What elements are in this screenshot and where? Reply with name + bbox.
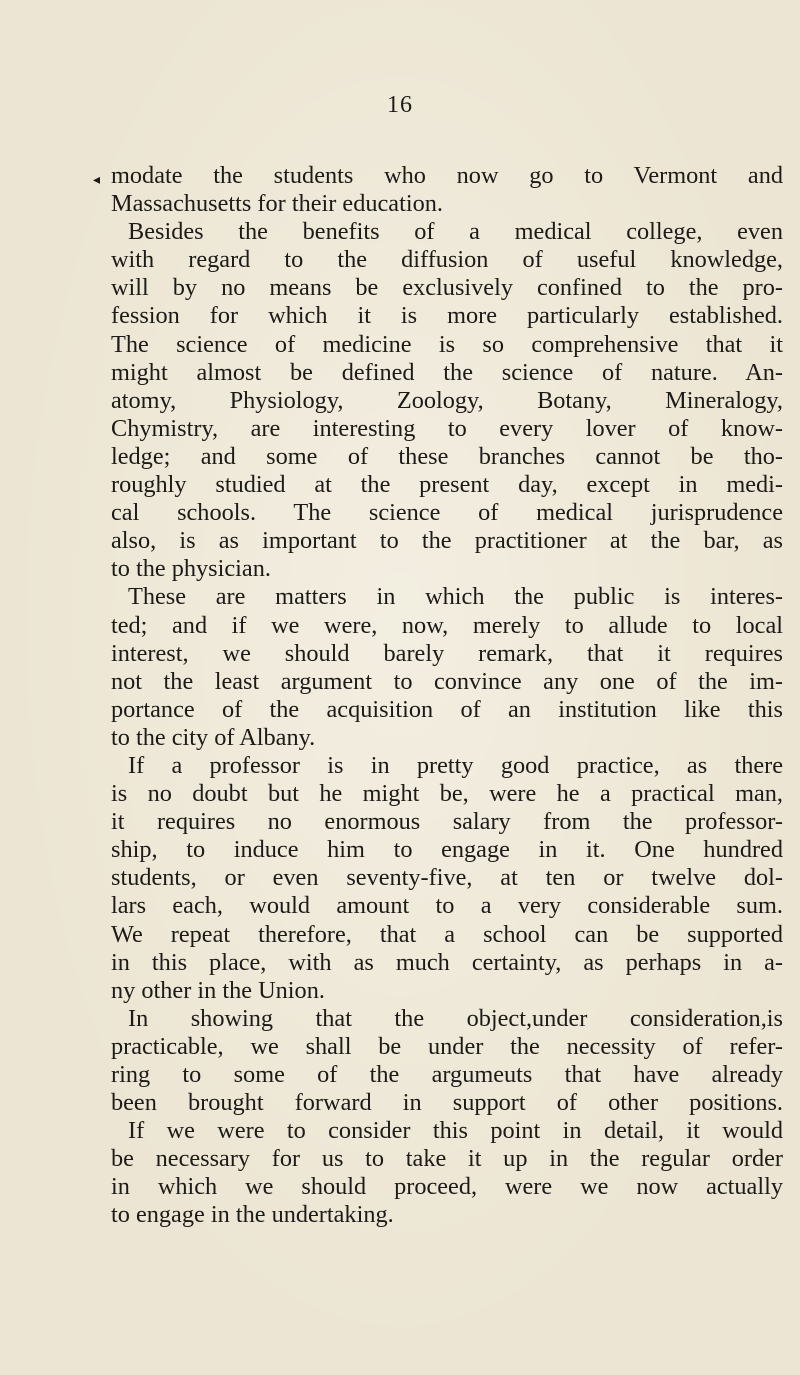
paragraph-2 bbox=[111, 218, 783, 583]
paragraph-1 bbox=[111, 162, 783, 218]
text-line: been brought forward in support of other positions. bbox=[111, 1089, 783, 1117]
text-line: In showing that the object,under consideration,is bbox=[128, 1004, 783, 1032]
text-line: These are matters in which the public is interes- bbox=[128, 583, 783, 611]
text-line: portance of the acquisition of an institution like this bbox=[111, 695, 783, 723]
text-line: fession for which it is more particularly established. bbox=[111, 302, 783, 330]
text-line: is no doubt but he might be, were he a practical man, bbox=[111, 780, 783, 808]
text-line: modate the students who now go to Vermont and bbox=[111, 162, 783, 189]
text-line: Chymistry, are interesting to every lover of know- bbox=[111, 414, 783, 442]
text-line: practicable, we shall be under the necessity of refer- bbox=[111, 1032, 783, 1060]
text-line: roughly studied at the present day, except in medi- bbox=[111, 471, 783, 499]
text-line: atomy, Physiology, Zoology, Botany, Mineralogy, bbox=[111, 386, 783, 414]
text-line: lars each, would amount to a very considerable sum. bbox=[111, 892, 783, 920]
text-line: ny other in the Union. bbox=[111, 976, 325, 1004]
text-line: The science of medicine is so comprehensive that it bbox=[111, 330, 783, 358]
margin-mark: ◂ bbox=[93, 173, 101, 188]
text-line: Besides the benefits of a medical college, even bbox=[128, 218, 783, 246]
text-line: We repeat therefore, that a school can be supported bbox=[111, 920, 783, 948]
text-line: might almost be defined the science of nature. An- bbox=[111, 358, 783, 386]
text-line: interest, we should barely remark, that it requires bbox=[111, 639, 783, 667]
paragraph-3 bbox=[111, 583, 783, 752]
body-text bbox=[111, 162, 783, 1230]
text-line: Massachusetts for their education. bbox=[111, 190, 443, 218]
text-line: in this place, with as much certainty, as perhaps in a- bbox=[111, 948, 783, 976]
text-line: to engage in the undertaking. bbox=[111, 1201, 394, 1229]
text-line: If we were to consider this point in detail, it would bbox=[128, 1117, 783, 1145]
text-line: ledge; and some of these branches cannot be tho- bbox=[111, 442, 783, 470]
text-line: to the city of Albany. bbox=[111, 723, 316, 751]
text-line: with regard to the diffusion of useful knowledge, bbox=[111, 246, 783, 274]
text-line: in which we should proceed, were we now actually bbox=[111, 1173, 783, 1201]
text-line: be necessary for us to take it up in the regular order bbox=[111, 1145, 783, 1173]
text-line: it requires no enormous salary from the professor- bbox=[111, 808, 783, 836]
text-line: cal schools. The science of medical jurisprudence bbox=[111, 499, 783, 527]
text-line: ted; and if we were, now, merely to allude to local bbox=[111, 611, 783, 639]
paragraph-5 bbox=[111, 1005, 783, 1117]
text-line: students, or even seventy-five, at ten or twelve dol- bbox=[111, 864, 783, 892]
text-line: will by no means be exclusively confined to the pro- bbox=[111, 274, 783, 302]
page-number: 16 bbox=[387, 92, 413, 118]
text-line: If a professor is in pretty good practice, as there bbox=[128, 751, 783, 779]
text-line: not the least argument to convince any one of the im- bbox=[111, 667, 783, 695]
text-line: ring to some of the argumeuts that have already bbox=[111, 1061, 783, 1088]
paragraph-6 bbox=[111, 1117, 783, 1229]
text-line: to the physician. bbox=[111, 555, 271, 583]
text-line: also, is as important to the practitioner at the bar, as bbox=[111, 527, 783, 555]
text-line: ship, to induce him to engage in it. One hundred bbox=[111, 836, 783, 864]
paragraph-4 bbox=[111, 752, 783, 1005]
